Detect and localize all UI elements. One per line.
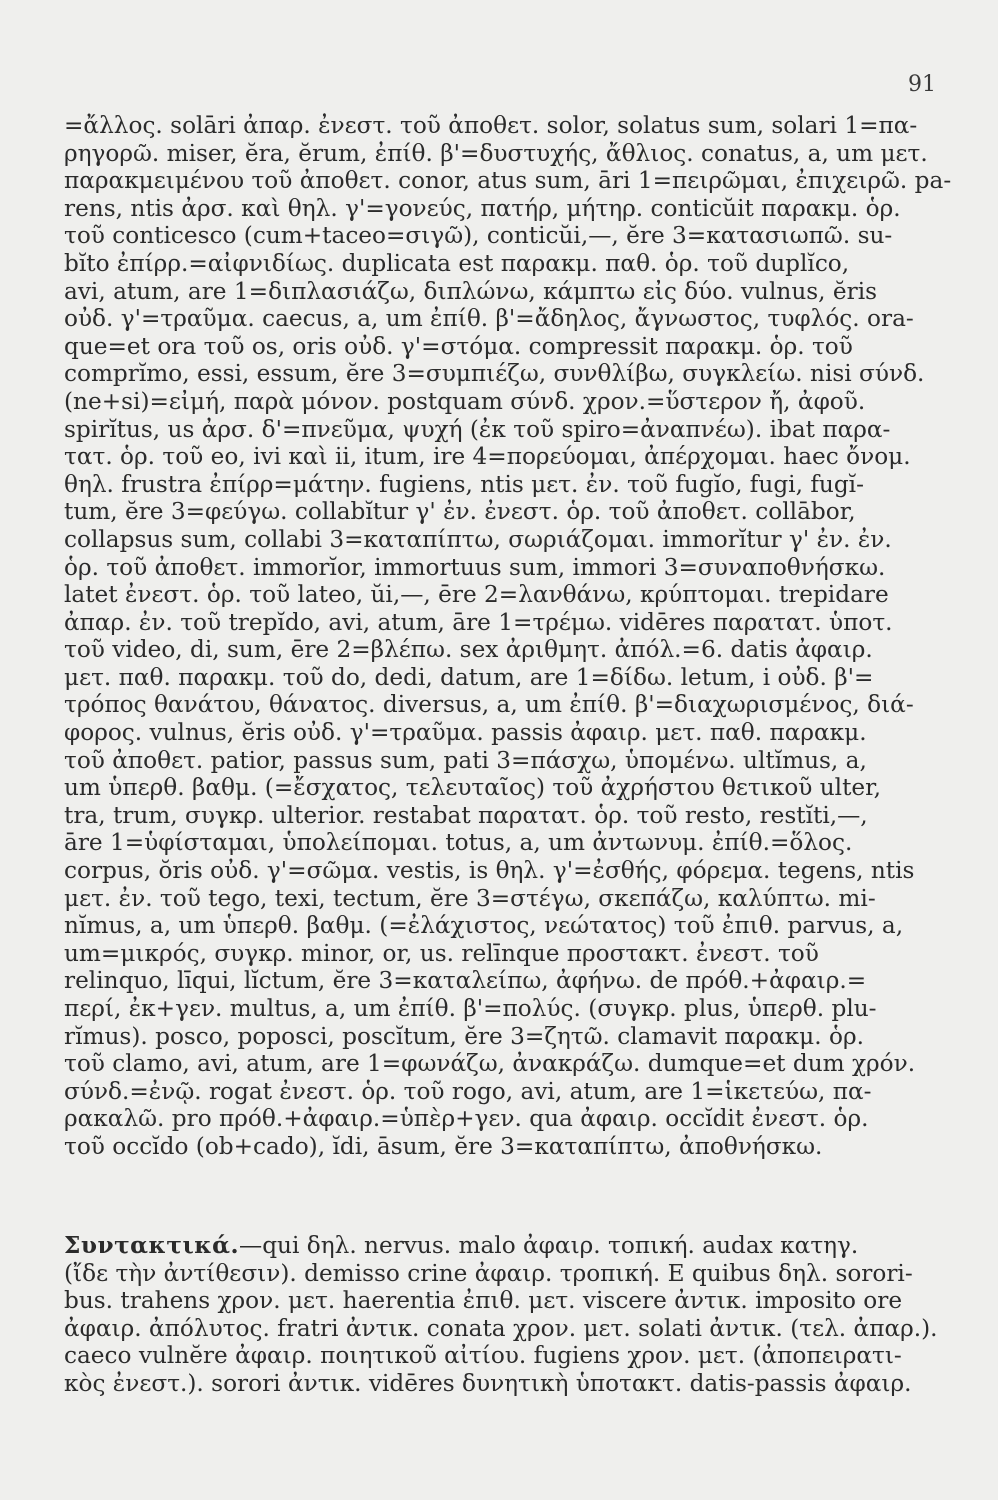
text-line: τατ. ὁρ. τοῦ eo, ivi καὶ ii, itum, ire 4=πορεύομαι, ἀπέρχομαι. haec ὄνομ. [64, 443, 911, 471]
text-line: τοῦ ἀποθετ. patior, passus sum, pati 3=πάσχω, ὑπομένω. ultĭmus, a, [64, 746, 867, 774]
section-heading: Συντακτικά. [64, 1232, 240, 1259]
text-line: corpus, ŏris οὐδ. γ'=σῶμα. vestis, is θηλ. γ'=ἐσθής, φόρεμα. tegens, ntis [64, 857, 915, 885]
text-line: collapsus sum, collabi 3=καταπίπτω, σωριάζομαι. immorĭtur γ' ἐν. ἐν. [64, 525, 892, 553]
text-line: τοῦ occĭdo (ob+cado), ĭdi, āsum, ĕre 3=καταπίπτω, ἀποθνήσκω. [64, 1132, 823, 1160]
text-line: caeco vulnĕre ἀφαιρ. ποιητικοῦ αἰτίου. fugiens χρον. μετ. (ἀποπειρατι- [64, 1342, 902, 1370]
text-line: um ὑπερθ. βαθμ. (=ἔσχατος, τελευταῖος) τοῦ ἀχρήστου θετικοῦ ulter, [64, 774, 882, 802]
text-line: περί, ἐκ+γεν. multus, a, um ἐπίθ. β'=πολύς. (συγκρ. plus, ὑπερθ. plu- [64, 995, 877, 1022]
text-line: comprĭmo, essi, essum, ĕre 3=συμπιέζω, συνθλίβω, συγκλείω. nisi σύνδ. [64, 360, 925, 388]
text-line: τοῦ video, di, sum, ēre 2=βλέπω. sex ἀριθμητ. ἀπόλ.=6. datis ἀφαιρ. [64, 636, 873, 664]
text-line: relinquo, līqui, lĭctum, ĕre 3=καταλείπω, ἀφήνω. de πρόθ.+ἀφαιρ.= [64, 967, 867, 995]
text-line: bus. trahens χρον. μετ. haerentia ἐπιθ. μετ. viscere ἀντικ. imposito ore [64, 1287, 903, 1315]
text-line: rens, ntis ἀρσ. καὶ θηλ. γ'=γονεύς, πατήρ, μήτηρ. conticŭit παρακμ. ὁρ. [64, 194, 901, 222]
text-line: rĭmus). posco, poposci, poscĭtum, ĕre 3=ζητῶ. clamavit παρακμ. ὁρ. [64, 1022, 864, 1050]
text-line: ὁρ. τοῦ ἀποθετ. immorĭor, immortuus sum, immori 3=συναποθνήσκω. [64, 553, 886, 581]
syntax-first-line [64, 1232, 954, 1260]
text-line: ρηγορῶ. miser, ĕra, ĕrum, ἐπίθ. β'=δυστυχής, ἄθλιος. conatus, a, um μετ. [64, 139, 928, 167]
text-line: tra, trum, συγκρ. ulterior. restabat παρατατ. ὁρ. τοῦ resto, restĭti,—, [64, 801, 868, 829]
text-line: nĭmus, a, um ὑπερθ. βαθμ. (=ἐλάχιστος, νεώτατος) τοῦ ἐπιθ. parvus, a, [64, 912, 904, 940]
text-line: bĭto ἐπίρρ.=αἰφνιδίως. duplicata est παρακμ. παθ. ὁρ. τοῦ duplĭco, [64, 249, 850, 277]
text-line: μετ. παθ. παρακμ. τοῦ do, dedi, datum, are 1=δίδω. letum, i οὐδ. β'= [64, 663, 874, 691]
glossary-text [64, 112, 954, 1161]
text-line: tum, ĕre 3=φεύγω. collabĭtur γ' ἐν. ἐνεστ. ὁρ. τοῦ ἀποθετ. collābor, [64, 498, 856, 526]
text-line: ἀφαιρ. ἀπόλυτος. fratri ἀντικ. conata χρον. μετ. solati ἀντικ. (τελ. ἀπαρ.). [64, 1314, 938, 1342]
text-line: um=μικρός, συγκρ. minor, or, us. relīnque προστακτ. ἐνεστ. τοῦ [64, 939, 819, 967]
text-line: οὐδ. γ'=τραῦμα. caecus, a, um ἐπίθ. β'=ἄδηλος, ἄγνωστος, τυφλός. ora- [64, 305, 914, 333]
syntax-section [64, 1232, 954, 1398]
text-line: τρόπος θανάτου, θάνατος. diversus, a, um ἐπίθ. β'=διαχωρισμένος, διά- [64, 691, 914, 719]
page-number: 91 [908, 72, 936, 97]
text-line: σύνδ.=ἐνῷ. rogat ἐνεστ. ὁρ. τοῦ rogo, avi, atum, are 1=ἱκετεύω, πα- [64, 1077, 872, 1105]
text-line: que=et ora τοῦ os, oris οὐδ. γ'=στόμα. compressit παρακμ. ὁρ. τοῦ [64, 332, 853, 360]
text-line: spirĭtus, us ἀρσ. δ'=πνεῦμα, ψυχή (ἐκ τοῦ spiro=ἀναπνέω). ibat παρα- [64, 415, 891, 443]
text-line: φορος. vulnus, ĕris οὐδ. γ'=τραῦμα. passis ἀφαιρ. μετ. παθ. παρακμ. [64, 719, 867, 747]
text-line: θηλ. frustra ἐπίρρ=μάτην. fugiens, ntis μετ. ἐν. τοῦ fugĭo, fugi, fugĭ- [64, 470, 864, 498]
text-line: (ἴδε τὴν ἀντίθεσιν). demisso crine ἀφαιρ. τροπική. E quibus δηλ. sorori- [64, 1259, 913, 1287]
text-line: āre 1=ὑφίσταμαι, ὑπολείπομαι. totus, a, um ἀντωνυμ. ἐπίθ.=ὅλος. [64, 829, 853, 857]
text-line: ρακαλῶ. pro πρόθ.+ἀφαιρ.=ὑπὲρ+γεν. qua ἀφαιρ. occĭdit ἐνεστ. ὁρ. [64, 1105, 869, 1133]
text-line: μετ. ἐν. τοῦ tego, texi, tectum, ĕre 3=στέγω, σκεπάζω, καλύπτω. mi- [64, 884, 876, 912]
text-line: τοῦ clamo, avi, atum, are 1=φωνάζω, ἀνακράζω. dumque=et dum χρόν. [64, 1050, 916, 1078]
text-line: τοῦ conticesco (cum+taceo=σιγῶ), conticŭi,—, ĕre 3=κατασιωπῶ. su- [64, 222, 893, 250]
text-line: latet ἐνεστ. ὁρ. τοῦ lateo, ŭi,—, ēre 2=λανθάνω, κρύπτομαι. trepidare [64, 581, 889, 609]
text-line: ἀπαρ. ἐν. τοῦ trepĭdo, avi, atum, āre 1=τρέμω. vidēres παρατατ. ὑποτ. [64, 608, 893, 636]
text-line: κὸς ἐνεστ.). sorori ἀντικ. vidēres δυνητικὴ ὑποτακτ. datis-passis ἀφαιρ. [64, 1369, 912, 1397]
text-line: =ἄλλος. solāri ἀπαρ. ἐνεστ. τοῦ ἀποθετ. solor, solatus sum, solari 1=πα- [64, 112, 918, 139]
text-line: (ne+si)=εἰμή, παρὰ μόνον. postquam σύνδ. χρον.=ὕστερον ἤ, ἀφοῦ. [64, 387, 866, 415]
text-line: —qui δηλ. nervus. malo ἀφαιρ. τοπική. audax κατηγ. [239, 1232, 859, 1259]
text-line: παρακμειμένου τοῦ ἀποθετ. conor, atus sum, āri 1=πειρῶμαι, ἐπιχειρῶ. pa- [64, 167, 952, 195]
text-line: avi, atum, are 1=διπλασιάζω, διπλώνω, κάμπτω εἰς δύο. vulnus, ĕris [64, 277, 878, 305]
